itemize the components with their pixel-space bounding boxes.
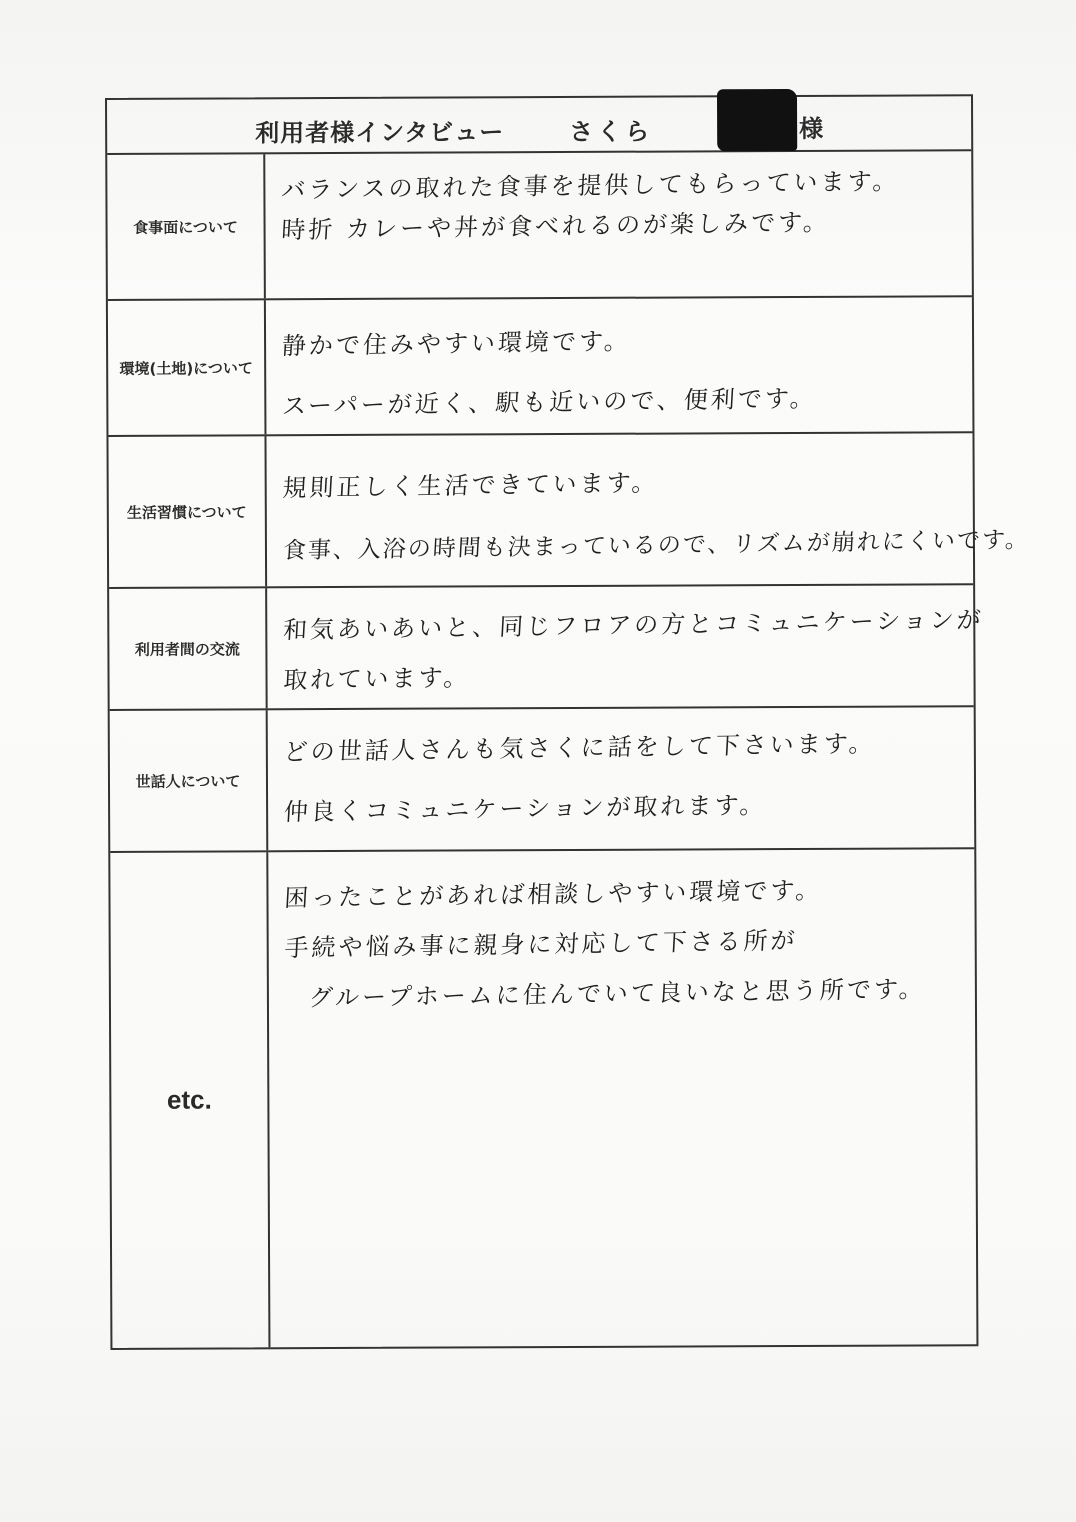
row-label-etc: etc.: [110, 852, 270, 1348]
honorific-label: 様: [799, 114, 824, 143]
row-label-interaction: 利用者間の交流: [109, 588, 268, 709]
redaction-mark: [717, 89, 797, 151]
row-answer-etc: [268, 849, 976, 1347]
answer-line: スーパーが近く、駅も近いので、便利です。: [281, 384, 818, 421]
answer-line: 仲良くコミュニケーションが取れます。: [283, 791, 768, 827]
answer-line: バランスの取れた食事を提供してもらっています。: [280, 167, 901, 205]
row-answer-caretakers: [268, 707, 975, 850]
answer-line: 取れています。: [282, 663, 472, 695]
answer-line: 困ったことがあれば相談しやすい環境です。: [283, 876, 824, 913]
row-answer-lifestyle: [266, 433, 1031, 586]
answer-line: 食事、入浴の時間も決まっているので、リズムが崩れにくいです。: [282, 527, 1031, 565]
answer-line: 規則正しく生活できています。: [281, 468, 660, 503]
row-label-meals: 食事面について: [107, 154, 266, 299]
answer-line: 時折 カレーや丼が食べれるのが楽しみです。: [280, 208, 831, 245]
answer-line: どの世話人さんも気さくに話をして下さいます。: [282, 729, 877, 767]
form-row-meals: [107, 151, 972, 301]
row-label-caretakers: 世話人について: [110, 710, 269, 851]
form-row-caretakers: [110, 707, 975, 853]
resident-name: さくら: [569, 117, 654, 146]
answer-line: 和気あいあいと、同じフロアの方とコミュニケーションが: [282, 605, 985, 645]
form-title: 利用者様インタビュー: [255, 118, 505, 148]
row-label-environment: 環境(土地)について: [108, 300, 267, 435]
form-row-lifestyle: [108, 433, 1031, 589]
answer-line: 手続や悩み事に親身に対応して下さる所が: [283, 926, 799, 963]
form-row-etc: [110, 849, 976, 1348]
answer-line: 静かで住みやすい環境です。: [281, 327, 632, 361]
row-label-lifestyle: 生活習慣について: [108, 436, 267, 587]
row-answer-meals: [265, 151, 972, 298]
row-answer-environment: [266, 297, 973, 434]
form-row-environment: [108, 297, 973, 437]
row-answer-interaction: [267, 585, 985, 708]
interview-form-table: [105, 94, 1031, 1350]
form-row-interaction: [109, 585, 985, 711]
answer-line: グループホームに住んでいて良いなと思う所です。: [308, 974, 927, 1013]
form-title-row: [107, 96, 971, 155]
